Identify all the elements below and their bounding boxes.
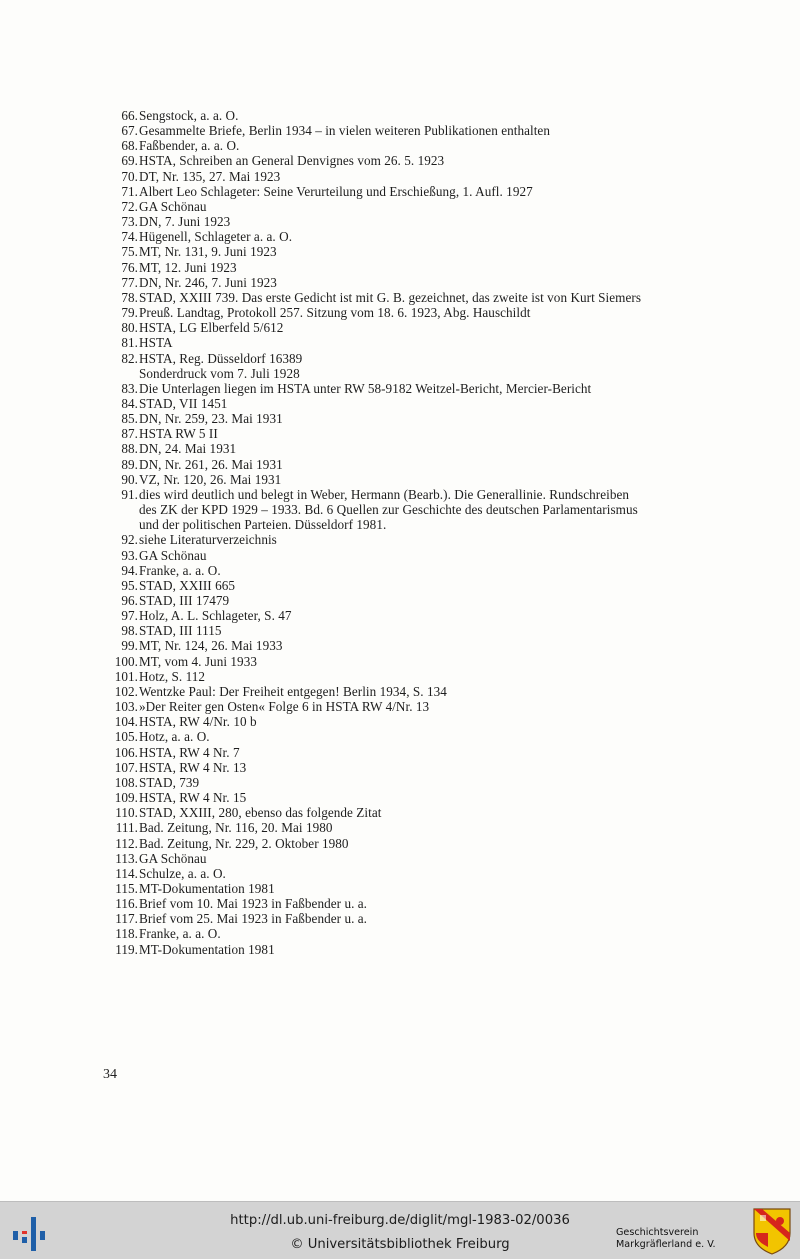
endnote-text	[139, 805, 700, 820]
endnote-text	[139, 138, 700, 153]
endnote-text-line: HSTA, Schreiben an General Denvignes vom 26. 5. 1923	[139, 153, 445, 169]
endnote-number: 101.	[114, 668, 138, 684]
endnote-text	[139, 472, 700, 487]
endnote-number: 72.	[121, 198, 138, 214]
endnote-text-line: MT, 12. Juni 1923	[139, 259, 237, 275]
endnote-item	[100, 896, 700, 911]
endnote-text-line: Sonderdruck vom 7. Juli 1928	[139, 365, 300, 381]
copyright-text: © Universitätsbibliothek Freiburg	[290, 1237, 510, 1252]
endnote-number: 99.	[121, 638, 138, 654]
endnote-text-line: HSTA, RW 4/Nr. 10 b	[139, 714, 257, 730]
endnote-item	[100, 745, 700, 760]
endnote-number: 94.	[121, 562, 138, 578]
endnote-number: 77.	[121, 274, 138, 290]
endnote-text	[139, 790, 700, 805]
endnote-number: 107.	[114, 759, 138, 775]
endnote-text	[139, 729, 700, 744]
endnote-item	[100, 926, 700, 941]
endnote-text-line: Hotz, a. a. O.	[139, 729, 210, 745]
endnote-item	[100, 381, 700, 396]
endnote-item	[100, 654, 700, 669]
endnote-text	[139, 441, 700, 456]
document-url-link[interactable]: http://dl.ub.uni-freiburg.de/diglit/mgl-1983-02/0036	[230, 1213, 570, 1228]
endnote-item	[100, 199, 700, 214]
endnote-text-line: STAD, VII 1451	[139, 395, 228, 411]
endnote-text-line: STAD, XXIII 739. Das erste Gedicht ist mit G. B. gezeichnet, das zweite ist von Kurt Siemers	[139, 289, 641, 305]
endnote-item	[100, 411, 700, 426]
endnote-text	[139, 123, 700, 138]
endnote-number: 67.	[121, 123, 138, 139]
ub-freiburg-logo-icon[interactable]	[10, 1211, 50, 1255]
endnote-text	[139, 290, 700, 305]
endnote-text-line: STAD, 739	[139, 774, 200, 790]
endnote-text	[139, 608, 700, 623]
endnote-number: 98.	[121, 623, 138, 639]
endnote-text	[139, 563, 700, 578]
endnote-item	[100, 184, 700, 199]
endnote-text-line: Albert Leo Schlageter: Seine Verurteilung und Erschießung, 1. Aufl. 1927	[139, 183, 533, 199]
endnote-item	[100, 623, 700, 638]
endnote-text	[139, 335, 700, 350]
endnote-text	[139, 457, 700, 472]
endnote-text	[139, 881, 700, 896]
endnote-text-line: STAD, III 17479	[139, 593, 230, 608]
endnote-text-line: und der politischen Parteien. Düsseldorf 1981.	[139, 517, 387, 533]
endnote-text-line: HSTA	[139, 335, 173, 351]
endnote-number: 111.	[115, 820, 138, 836]
endnote-text	[139, 623, 700, 638]
endnote-item	[100, 805, 700, 820]
endnote-text	[139, 654, 700, 669]
endnote-text-line: »Der Reiter gen Osten« Folge 6 in HSTA RW 4/Nr. 13	[139, 699, 430, 715]
endnote-text	[139, 275, 700, 290]
endnote-number: 75.	[121, 244, 138, 260]
endnote-number: 92.	[121, 532, 138, 548]
endnote-text-line: DN, 7. Juni 1923	[139, 214, 231, 230]
endnote-number: 105.	[114, 729, 138, 745]
endnote-number: 103.	[114, 699, 138, 715]
endnote-text-line: MT, vom 4. Juni 1933	[139, 653, 257, 669]
endnote-text-line: dies wird deutlich und belegt in Weber, Hermann (Bearb.). Die Generallinie. Rundschreiben	[139, 486, 630, 502]
endnote-text-line: Wentzke Paul: Der Freiheit entgegen! Berlin 1934, S. 134	[139, 683, 447, 699]
endnote-text-line: DN, Nr. 261, 26. Mai 1931	[139, 456, 283, 472]
endnote-item	[100, 351, 700, 381]
endnote-number: 84.	[121, 395, 138, 411]
endnote-number: 78.	[121, 289, 138, 305]
endnote-number: 109.	[114, 790, 138, 806]
endnote-number: 102.	[114, 683, 138, 699]
endnote-number: 73.	[121, 214, 138, 230]
endnote-text	[139, 320, 700, 335]
endnote-number: 108.	[114, 774, 138, 790]
endnote-number: 68.	[121, 138, 138, 154]
endnote-text-line: HSTA, RW 4 Nr. 13	[139, 759, 247, 775]
endnote-number: 96.	[121, 593, 138, 608]
endnote-number: 100.	[114, 653, 138, 669]
endnote-number: 113.	[115, 850, 138, 866]
endnote-item	[100, 760, 700, 775]
endnote-item	[100, 699, 700, 714]
endnote-item	[100, 214, 700, 229]
endnote-number: 116.	[115, 896, 138, 912]
endnote-text-line: Franke, a. a. O.	[139, 562, 221, 578]
endnote-item	[100, 335, 700, 350]
endnote-text-line: HSTA, Reg. Düsseldorf 16389	[139, 350, 303, 366]
endnote-text	[139, 926, 700, 941]
endnote-text	[139, 942, 700, 957]
endnote-item	[100, 169, 700, 184]
endnote-text-line: Sengstock, a. a. O.	[139, 108, 239, 123]
endnote-item	[100, 229, 700, 244]
endnote-text-line: Hotz, S. 112	[139, 668, 206, 684]
endnote-item	[100, 487, 700, 532]
endnote-text	[139, 487, 700, 532]
endnote-text	[139, 714, 700, 729]
endnote-text-line: HSTA, RW 4 Nr. 15	[139, 790, 247, 806]
endnote-text-line: Bad. Zeitung, Nr. 229, 2. Oktober 1980	[139, 835, 349, 851]
endnote-number: 110.	[115, 805, 138, 821]
endnote-item	[100, 881, 700, 896]
endnote-text	[139, 184, 700, 199]
endnote-item	[100, 108, 700, 123]
endnote-number: 79.	[121, 305, 138, 321]
endnote-number: 115.	[115, 880, 138, 896]
endnote-text-line: Brief vom 10. Mai 1923 in Faßbender u. a.	[139, 896, 368, 912]
endnote-text	[139, 108, 700, 123]
endnote-text	[139, 699, 700, 714]
endnote-item	[100, 593, 700, 608]
endnote-item	[100, 153, 700, 168]
endnote-number: 97.	[121, 608, 138, 624]
endnote-text-line: STAD, XXIII 665	[139, 577, 236, 593]
endnote-text-line: HSTA RW 5 II	[139, 426, 218, 442]
endnote-item	[100, 457, 700, 472]
endnote-text	[139, 851, 700, 866]
endnote-text	[139, 820, 700, 835]
endnote-number: 83.	[121, 380, 138, 396]
endnote-text-line: Holz, A. L. Schlageter, S. 47	[139, 608, 292, 624]
endnote-text	[139, 836, 700, 851]
endnote-text-line: MT, Nr. 131, 9. Juni 1923	[139, 244, 277, 260]
society-name-line2: Markgräflerland e. V.	[616, 1239, 716, 1250]
endnote-number: 90.	[121, 471, 138, 487]
endnote-number: 106.	[114, 744, 138, 760]
endnote-item	[100, 138, 700, 153]
endnote-item	[100, 578, 700, 593]
endnote-item	[100, 305, 700, 320]
endnote-text-line: MT-Dokumentation 1981	[139, 880, 275, 896]
endnote-text-line: Brief vom 25. Mai 1923 in Faßbender u. a.	[139, 911, 368, 927]
endnote-item	[100, 532, 700, 547]
endnote-item	[100, 548, 700, 563]
endnote-item	[100, 563, 700, 578]
endnote-item	[100, 260, 700, 275]
endnote-text	[139, 911, 700, 926]
endnote-text-line: Gesammelte Briefe, Berlin 1934 – in vielen weiteren Publikationen enthalten	[139, 123, 550, 139]
endnote-number: 117.	[115, 911, 138, 927]
endnote-number: 112.	[115, 835, 138, 851]
endnote-text-line: MT-Dokumentation 1981	[139, 941, 275, 957]
endnote-text	[139, 381, 700, 396]
endnote-text-line: STAD, III 1115	[139, 623, 222, 639]
endnote-text	[139, 669, 700, 684]
endnote-text	[139, 866, 700, 881]
endnote-number: 85.	[121, 411, 138, 427]
endnote-item	[100, 426, 700, 441]
endnote-text	[139, 532, 700, 547]
endnote-text-line: MT, Nr. 124, 26. Mai 1933	[139, 638, 283, 654]
endnote-number: 82.	[121, 350, 138, 366]
endnote-item	[100, 820, 700, 835]
endnote-number: 69.	[121, 153, 138, 169]
endnote-text	[139, 593, 700, 608]
endnote-number: 74.	[121, 229, 138, 245]
endnote-text	[139, 260, 700, 275]
endnote-text	[139, 775, 700, 790]
endnote-text-line: des ZK der KPD 1929 – 1933. Bd. 6 Quellen zur Geschichte des deutschen Parlamentarismus	[139, 502, 638, 518]
endnote-text-line: Faßbender, a. a. O.	[139, 138, 240, 154]
endnote-text	[139, 244, 700, 259]
endnote-text	[139, 745, 700, 760]
endnote-text-line: HSTA, LG Elberfeld 5/612	[139, 320, 284, 336]
endnote-text	[139, 578, 700, 593]
endnote-item	[100, 684, 700, 699]
endnote-text	[139, 169, 700, 184]
endnote-item	[100, 911, 700, 926]
endnote-item	[100, 123, 700, 138]
endnote-text	[139, 411, 700, 426]
endnote-number: 104.	[114, 714, 138, 730]
endnote-text-line: Schulze, a. a. O.	[139, 865, 226, 881]
endnote-number: 76.	[121, 259, 138, 275]
endnote-item	[100, 851, 700, 866]
endnote-text	[139, 896, 700, 911]
endnote-text	[139, 638, 700, 653]
endnote-text	[139, 199, 700, 214]
endnote-number: 66.	[121, 108, 138, 123]
endnote-number: 93.	[121, 547, 138, 563]
endnote-text-line: STAD, XXIII, 280, ebenso das folgende Zitat	[139, 805, 382, 821]
endnote-number: 95.	[121, 577, 138, 593]
endnote-item	[100, 714, 700, 729]
endnote-item	[100, 290, 700, 305]
endnote-text-line: DN, Nr. 259, 23. Mai 1931	[139, 411, 283, 427]
endnote-item	[100, 638, 700, 653]
endnote-item	[100, 775, 700, 790]
endnote-number: 88.	[121, 441, 138, 457]
endnote-item	[100, 441, 700, 456]
endnote-text	[139, 684, 700, 699]
coat-of-arms-icon	[752, 1207, 792, 1255]
endnote-number: 114.	[115, 865, 138, 881]
endnote-number: 87.	[121, 426, 138, 442]
endnotes-list	[100, 108, 700, 957]
endnote-text-line: Bad. Zeitung, Nr. 116, 20. Mai 1980	[139, 820, 333, 836]
endnote-text-line: Franke, a. a. O.	[139, 926, 221, 942]
endnote-text	[139, 426, 700, 441]
endnote-number: 71.	[121, 183, 138, 199]
endnote-text-line: GA Schönau	[139, 198, 207, 214]
endnote-item	[100, 942, 700, 957]
endnote-item	[100, 729, 700, 744]
endnote-text	[139, 305, 700, 320]
endnote-text	[139, 214, 700, 229]
endnote-item	[100, 472, 700, 487]
endnote-text	[139, 351, 700, 381]
endnote-text	[139, 229, 700, 244]
viewer-footer	[0, 1201, 800, 1259]
endnote-text	[139, 153, 700, 168]
society-name-line1: Geschichtsverein	[616, 1227, 699, 1238]
endnote-number: 118.	[115, 926, 138, 942]
endnote-text	[139, 396, 700, 411]
page-number: 34	[103, 1067, 117, 1082]
endnote-item	[100, 608, 700, 623]
endnote-item	[100, 669, 700, 684]
endnote-item	[100, 275, 700, 290]
endnote-item	[100, 866, 700, 881]
endnote-item	[100, 790, 700, 805]
endnote-text-line: HSTA, RW 4 Nr. 7	[139, 744, 240, 760]
endnote-text	[139, 548, 700, 563]
endnote-text-line: DT, Nr. 135, 27. Mai 1923	[139, 168, 281, 184]
endnote-text-line: GA Schönau	[139, 547, 207, 563]
endnote-text-line: DN, Nr. 246, 7. Juni 1923	[139, 274, 277, 290]
endnote-text-line: Preuß. Landtag, Protokoll 257. Sitzung vom 18. 6. 1923, Abg. Hauschildt	[139, 305, 531, 321]
endnote-number: 70.	[121, 168, 138, 184]
endnote-text-line: Hügenell, Schlageter a. a. O.	[139, 229, 293, 245]
endnote-number: 80.	[121, 320, 138, 336]
endnote-text-line: VZ, Nr. 120, 26. Mai 1931	[139, 471, 282, 487]
endnote-number: 81.	[121, 335, 138, 351]
endnote-text-line: siehe Literaturverzeichnis	[139, 532, 277, 548]
society-name	[616, 1227, 752, 1251]
endnote-item	[100, 836, 700, 851]
endnote-text-line: DN, 24. Mai 1931	[139, 441, 237, 457]
endnote-number: 119.	[115, 941, 138, 957]
endnote-number: 89.	[121, 456, 138, 472]
endnote-item	[100, 396, 700, 411]
endnote-text-line: Die Unterlagen liegen im HSTA unter RW 58-9182 Weitzel-Bericht, Mercier-Bericht	[139, 380, 592, 396]
endnote-number: 91.	[121, 486, 138, 502]
endnote-item	[100, 320, 700, 335]
endnote-item	[100, 244, 700, 259]
endnote-text-line: GA Schönau	[139, 850, 207, 866]
endnote-text	[139, 760, 700, 775]
